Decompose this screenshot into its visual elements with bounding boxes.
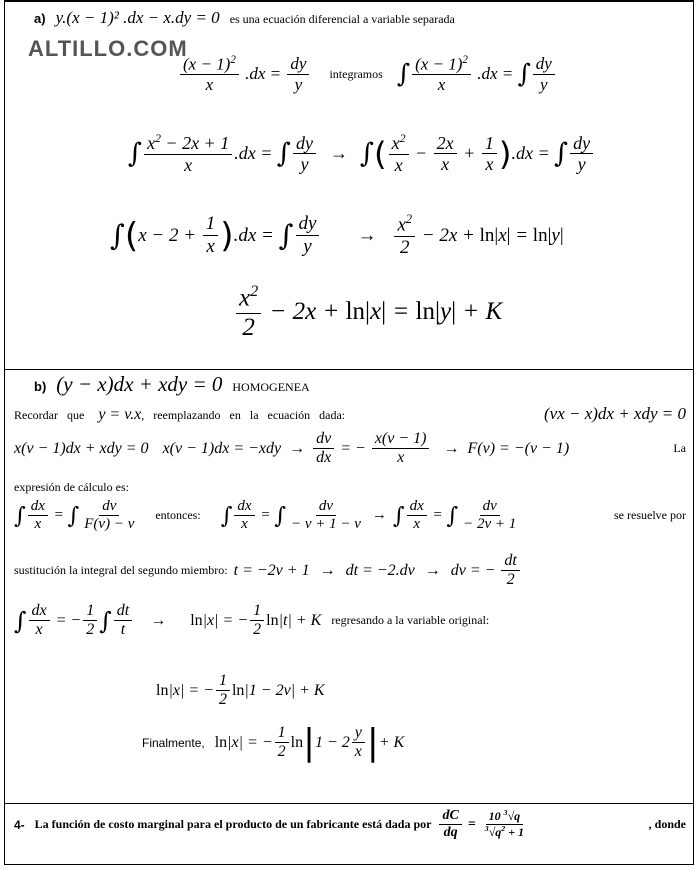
section-a-row-1: $\frac{(x - 1)^2}{x}$ .dx = $\frac{dy}{y}$ integramos ∫ $\frac{(x - 1)^2}{x}$ .dx = ∫ $\frac{dy}{y}$ <box>178 54 557 95</box>
recordar-text: Recordar que <box>14 408 85 422</box>
section-a-final: $\frac{x^2}{2}$ − 2x + ln|x| = ln|y| + K <box>234 282 502 343</box>
la-text: La <box>673 441 686 456</box>
se-resuelve-text: se resuelve por <box>614 508 686 523</box>
problem-4-donde: , donde <box>648 817 686 832</box>
expresion-text: expresión de cálculo es: <box>14 480 129 494</box>
step-1: x(v − 1)dx + xdy = 0 <box>14 439 149 457</box>
reemplazando-text: , reemplazando en la ecuación dada: <box>141 408 346 422</box>
separation-line: x(v − 1)dx + xdy = 0 x(v − 1)dx = −xdy → $\frac{dv}{dx}$ = − $\frac{x(v - 1)}{x}$ → F(v) = −(v − 1) La <box>14 430 686 467</box>
ln-line: ∫ $\frac{dx}{x}$ = − $\frac{1}{2}$ ∫ $\frac{dt}{t}$ → ln|x| = − $\frac{1}{2}$ ln|t| + K regresando a la variable original: <box>14 602 490 639</box>
section-b-equation: (y − x)dx + xdy = 0 <box>56 372 223 396</box>
problem-4-number: 4- <box>14 817 25 832</box>
integral-line: ∫ $\frac{dx}{x}$ = ∫ $\frac{dv}{F(v) - v}$ entonces: ∫ $\frac{dx}{x}$ = ∫ $\frac{dv}{- v + 1 - v}$ → ∫ $\frac{dx}{x}$ = ∫ $\frac{dv}{- 2v + 1}$ se resuelve por <box>14 498 686 533</box>
finalmente-text: Finalmente, <box>142 735 205 750</box>
entonces-text: entonces: <box>155 508 201 523</box>
section-a-row-2: ∫ $\frac{x^2 - 2x + 1}{x}$ .dx = ∫ $\frac{dy}{y}$ → ∫ ( $\frac{x^2}{x}$ − $\frac{2x}{x}$ + $\frac{1}{x}$ ) .dx = ∫ $\frac{dy}{y}$ <box>128 132 595 175</box>
section-a-header <box>34 8 455 28</box>
section-a-label: a) <box>34 11 46 26</box>
regresando-text: regresando a la variable original: <box>331 613 490 628</box>
ln-v-result: ln|x| = − $\frac{1}{2}$ ln|1 − 2v| + K <box>156 672 325 709</box>
homogenea-label: HOMOGENEA <box>232 380 310 394</box>
recordar-line <box>14 404 686 424</box>
section-b-header <box>34 372 310 397</box>
section-b-label: b) <box>34 379 47 394</box>
section-a-row-3: ∫ ( x − 2 + $\frac{1}{x}$ ) .dx = ∫ $\frac{dy}{y}$ → $\frac{x^2}{2}$ − 2x + ln|x| = ln|y| <box>110 212 564 259</box>
substitution-expression: y = v.x <box>98 406 142 423</box>
sub-dt: dt = −2.dv <box>345 561 415 579</box>
substituted-equation: (vx − x)dx + xdy = 0 <box>543 404 686 423</box>
final-line: Finalmente, ln|x| = − $\frac{1}{2}$ ln | 1 − 2 $\frac{y}{x}$ | + K <box>142 722 405 763</box>
section-a-description: es una ecuación diferencial a variable separada <box>229 12 455 26</box>
integramos-label: integramos <box>329 66 383 81</box>
watermark: ALTILLO.COM <box>28 36 188 61</box>
problem-4-text: La función de costo marginal para el producto de un fabricante está dada por <box>34 817 432 832</box>
sub-t: t = −2v + 1 <box>233 561 310 579</box>
section-a-equation: y.(x − 1)² .dx − x.dy = 0 <box>55 8 220 27</box>
F-result: F(v) = −(v − 1) <box>467 439 570 457</box>
sustitucion-line: sustitución la integral del segundo miembro: t = −2v + 1 → dt = −2.dv → dv = − $\frac{dt}{2}$ <box>14 552 522 590</box>
problem-4-line: 4- La función de costo marginal para el producto de un fabricante está dada por $\frac{dC}{dq}$ = $\frac{10 ^3√q}{^3√q^2 + 1}$ , donde <box>14 808 686 841</box>
step-2: x(v − 1)dx = −xdy <box>162 439 282 457</box>
sustitucion-text: sustitución la integral del segundo miembro: <box>14 563 228 578</box>
